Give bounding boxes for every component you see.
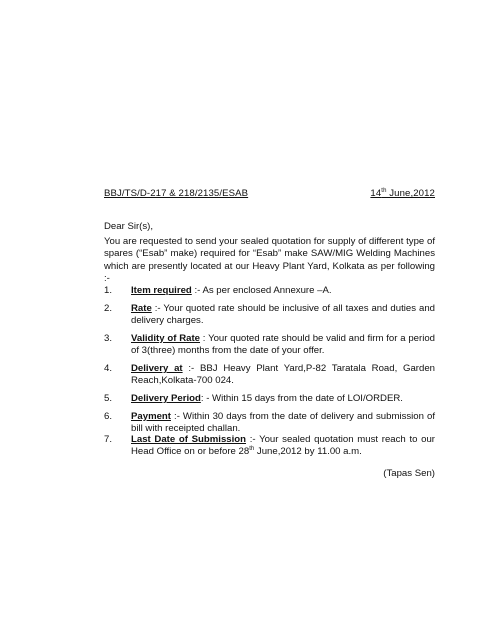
item-text: :- Within 30 days from the date of delivery and submission of bill with receipted challan. <box>131 411 435 435</box>
item-text: :- Your quoted rate should be inclusive of all taxes and duties and delivery charges. <box>131 303 435 327</box>
list-item: 7. Last Date of Submission :- Your sealed quotation must reach to our Head Office on or before 28th June,2012 by 11.00 a.m. <box>104 434 435 458</box>
item-text: : Your quoted rate should be valid and firm for a period of 3(three) months from the date of your offer. <box>131 333 435 357</box>
list-item <box>104 285 435 297</box>
reference-line <box>104 188 435 199</box>
list-item <box>104 411 435 436</box>
list-item <box>104 393 435 405</box>
intro-paragraph: You are requested to send your sealed quotation for supply of different type of spares (“Esab” make) required for “Esab” make SAW/MIG Welding Machines which are presently located at our Heavy Plant Yard, Kolkata as per following :- <box>104 236 435 284</box>
list-item <box>104 363 435 388</box>
list-item <box>104 333 435 358</box>
item-title: Rate <box>131 303 152 314</box>
item-title: Delivery Period <box>131 393 201 404</box>
item-number: 3. <box>104 333 113 344</box>
item-title: Payment <box>131 411 171 422</box>
salutation: Dear Sir(s), <box>104 221 154 232</box>
list-item <box>104 303 435 328</box>
item-text: :- BBJ Heavy Plant Yard,P-82 Taratala Road, Garden Reach,Kolkata-700 024. <box>131 363 435 387</box>
item-number: 6. <box>104 411 113 422</box>
item-title: Delivery at <box>131 363 183 374</box>
item-text: :- Your sealed quotation must reach to our Head Office on or before 28 <box>131 434 435 458</box>
item-text: :- As per enclosed Annexure –A. <box>191 285 332 296</box>
letter-date: 14th June,2012 <box>370 188 435 199</box>
item-title: Item required <box>131 285 192 296</box>
item-title: Last Date of Submission <box>131 434 247 445</box>
item-title: Validity of Rate <box>131 333 201 344</box>
item-text: : - Within 15 days from the date of LOI/ORDER. <box>200 393 403 404</box>
item-number: 2. <box>104 303 113 314</box>
item-number: 5. <box>104 393 113 404</box>
reference-number: BBJ/TS/D-217 & 218/2135/ESAB <box>104 188 249 199</box>
item-number: 1. <box>104 285 113 296</box>
item-number: 7. <box>104 434 113 445</box>
signature: (Tapas Sen) <box>383 468 435 479</box>
item-number: 4. <box>104 363 113 374</box>
